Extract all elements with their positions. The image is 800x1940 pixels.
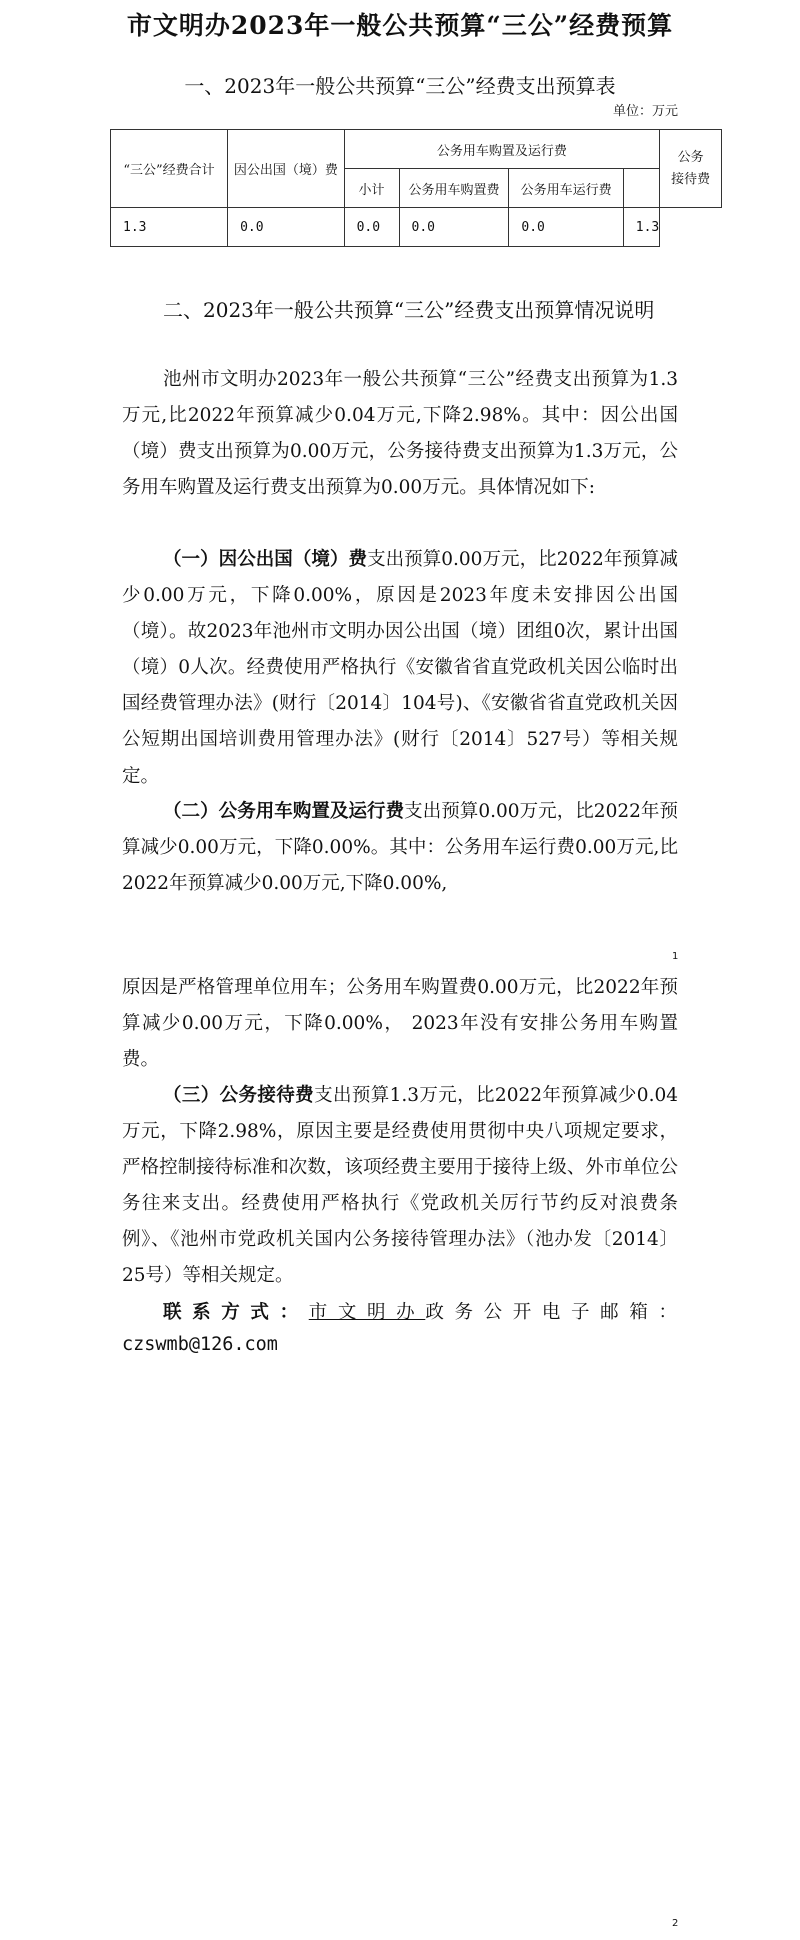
header-operation: 公务用车运行费 <box>509 169 623 208</box>
paragraph-abroad-body: 支出预算0.00万元，比2022年预算减少0.00万元，下降0.00%，原因是2023年度未安排因公出国（境）。故2023年池州市文明办因公出国（境）团组0次，累计出国（境）0人次。经费使用严格执行《安徽省省直党政机关因公临时出国经费管理办法》(财行〔2014〕104号)、《安徽省省直党政机关因公短期出国培训费用管理办法》(财行〔2014〕527号）等相关规定。 <box>122 549 678 787</box>
paragraph-reception <box>122 1078 678 1295</box>
cell-subtotal: 0.0 <box>344 208 399 247</box>
paragraph-reception-body: 支出预算1.3万元，比2022年预算减少0.04万元，下降2.98%，原因主要是经费使用贯彻中央八项规定要求，严格控制接待标准和次数，该项经费主要用于接待上级、外市单位公务往来支出。经费使用严格执行《党政机关厉行节约反对浪费条例》、《池州市党政机关国内公务接待管理办法》（池办发〔2014〕25号）等相关规定。 <box>122 1085 678 1287</box>
cell-total: 1.3 <box>111 208 228 247</box>
section2-title: 二、2023年一般公共预算“三公”经费支出预算情况说明 <box>163 298 655 322</box>
budget-table <box>110 129 722 247</box>
cell-purchase: 0.0 <box>399 208 509 247</box>
paragraph-summary: 池州市文明办2023年一般公共预算“三公”经费支出预算为1.3万元,比2022年预算减少0.04万元,下降2.98%。其中：因公出国（境）费支出预算为0.00万元，公务接待费支出预算为1.3万元，公务用车购置及运行费支出预算为0.00万元。具体情况如下: <box>122 369 678 499</box>
document-title: 市文明办2023年一般公共预算“三公”经费预算 <box>126 11 674 40</box>
header-vehicle-group: 公务用车购置及运行费 <box>344 130 660 169</box>
contact-rest: 政务公开电子邮箱： <box>425 1302 678 1323</box>
page-number-1: 1 <box>672 951 679 962</box>
contact-label: 联系方式： <box>163 1302 309 1323</box>
paragraph-vehicle-continued: 原因是严格管理单位用车；公务用车购置费0.00万元，比2022年预算减少0.00万元，下降0.00%， 2023年没有安排公务用车购置费。 <box>122 977 678 1071</box>
paragraph-vehicle-heading: （二）公务用车购置及运行费 <box>163 801 405 822</box>
header-abroad: 因公出国（境）费 <box>228 130 345 208</box>
header-total: “三公”经费合计 <box>111 130 228 208</box>
header-subtotal: 小计 <box>344 169 399 208</box>
paragraph-reception-heading: （三）公务接待费 <box>163 1085 315 1106</box>
header-reception: 公务 接待费 <box>660 130 722 208</box>
cell-abroad: 0.0 <box>228 208 345 247</box>
paragraph-vehicle-body: 支出预算0.00万元，比2022年预算减少0.00万元，下降0.00%。其中：公务用车运行费0.00万元,比2022年预算减少0.00万元,下降0.00%, <box>122 801 678 895</box>
contact-line <box>122 1295 678 1331</box>
unit-label: 单位：万元 <box>612 104 678 119</box>
section1-title: 一、2023年一般公共预算“三公”经费支出预算表 <box>184 74 616 98</box>
cell-operation: 0.0 <box>509 208 623 247</box>
paragraph-abroad <box>122 542 678 795</box>
contact-email[interactable]: czswmb@126.com <box>122 1334 278 1355</box>
paragraph-abroad-heading: （一）因公出国（境）费 <box>163 549 368 570</box>
cell-reception: 1.3 <box>623 208 659 247</box>
table-row <box>111 208 722 247</box>
contact-link[interactable]: 市文明办 <box>308 1302 426 1323</box>
paragraph-vehicle <box>122 794 678 902</box>
page-number-2: 2 <box>672 1918 679 1929</box>
header-purchase: 公务用车购置费 <box>399 169 509 208</box>
